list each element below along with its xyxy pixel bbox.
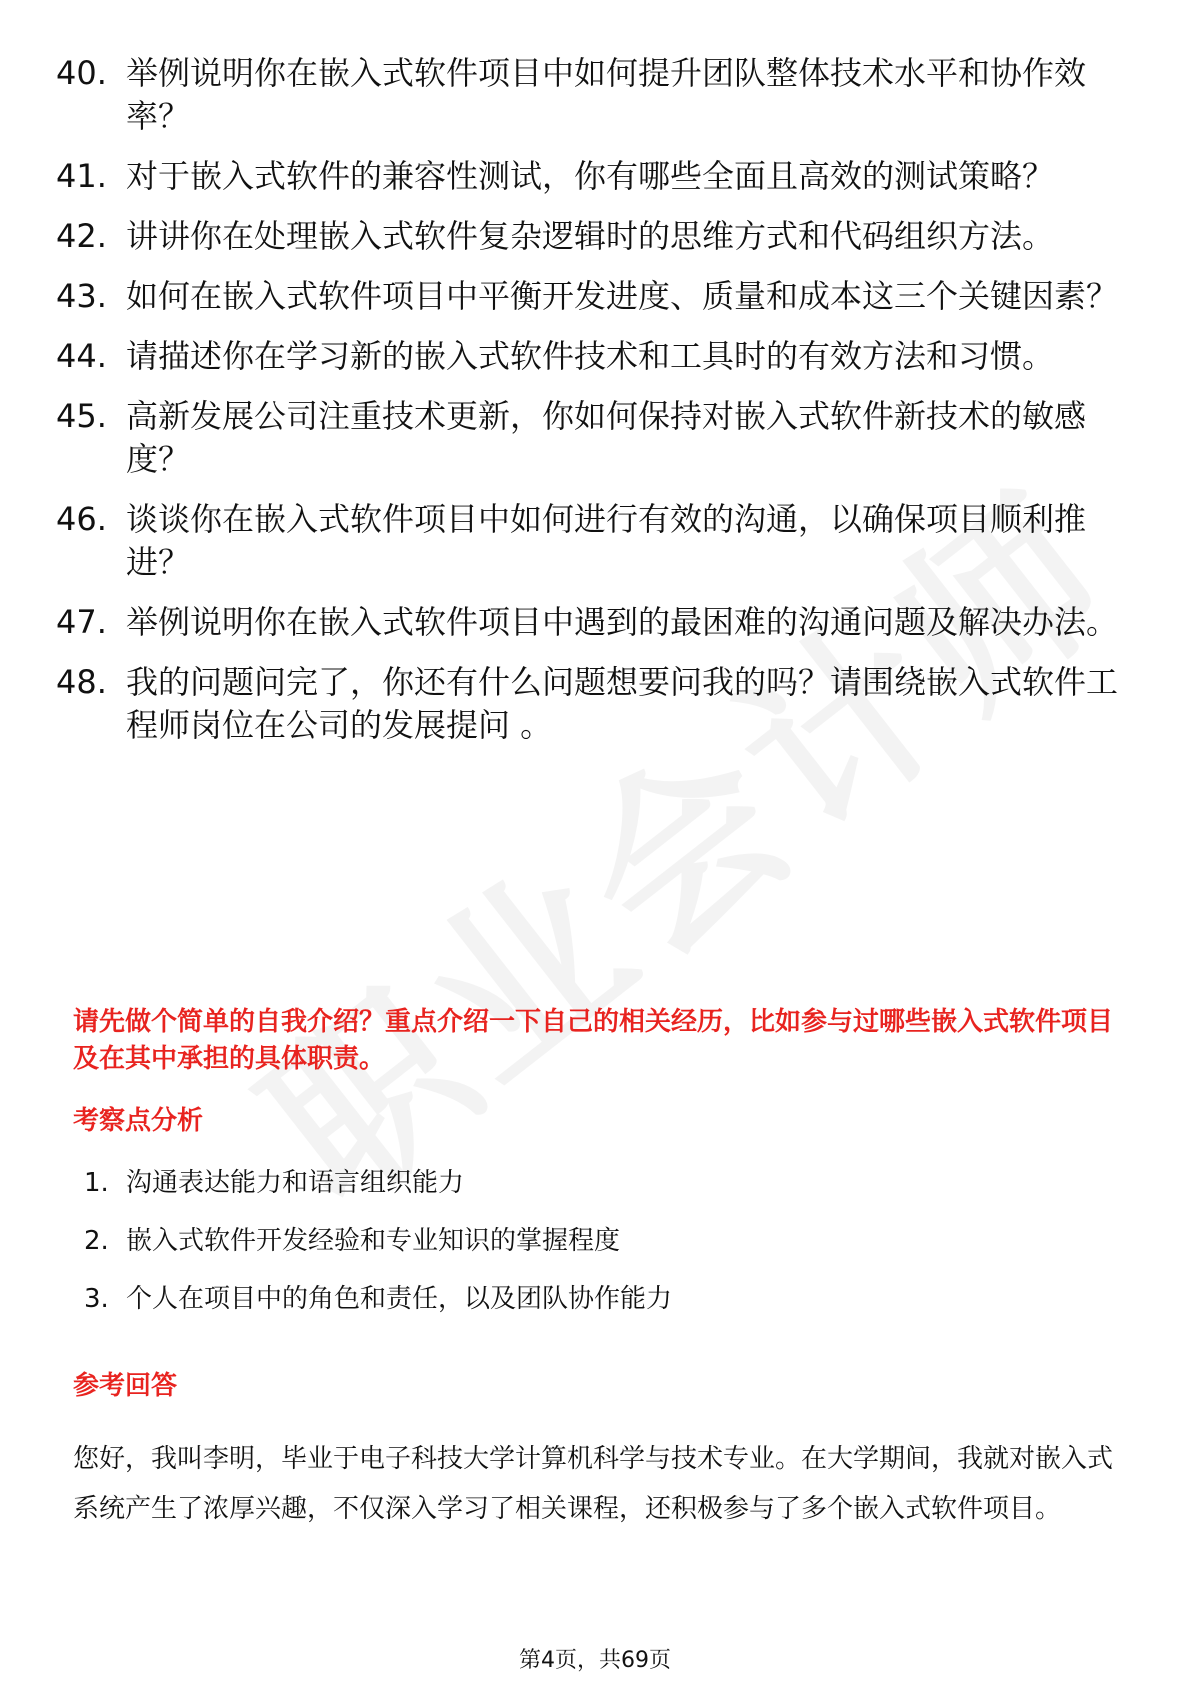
question-number: 43. bbox=[56, 277, 107, 315]
question-number: 48. bbox=[56, 663, 107, 701]
question-text: 举例说明你在嵌入式软件项目中如何提升团队整体技术水平和协作效率？ bbox=[126, 54, 1087, 135]
question-item bbox=[56, 395, 1136, 481]
question-text: 请描述你在学习新的嵌入式软件技术和工具时的有效方法和习惯。 bbox=[126, 337, 1055, 375]
question-item bbox=[56, 275, 1136, 318]
question-text: 举例说明你在嵌入式软件项目中遇到的最困难的沟通问题及解决办法。 bbox=[126, 603, 1119, 641]
question-text: 对于嵌入式软件的兼容性测试，你有哪些全面且高效的测试策略？ bbox=[126, 157, 1055, 195]
reference-heading: 参考回答 bbox=[73, 1371, 178, 1401]
analysis-heading: 考察点分析 bbox=[73, 1106, 204, 1136]
analysis-point bbox=[84, 1281, 672, 1317]
reference-answer: 您好，我叫李明，毕业于电子科技大学计算机科学与技术专业。在大学期间，我就对嵌入式系统产生了浓厚兴趣，不仅深入学习了相关课程，还积极参与了多个嵌入式软件项目。 bbox=[73, 1444, 1114, 1524]
question-number: 45. bbox=[56, 397, 107, 435]
question-text: 如何在嵌入式软件项目中平衡开发进度、质量和成本这三个关键因素？ bbox=[126, 277, 1119, 315]
question-number: 44. bbox=[56, 337, 107, 375]
analysis-points bbox=[84, 1165, 672, 1339]
highlighted-question: 请先做个简单的自我介绍？重点介绍一下自己的相关经历，比如参与过哪些嵌入式软件项目及在其中承担的具体职责。 bbox=[73, 1007, 1114, 1074]
page-footer: 第4页，共69页 bbox=[519, 1648, 671, 1673]
question-number: 42. bbox=[56, 217, 107, 255]
question-item bbox=[56, 498, 1136, 584]
point-number: 2. bbox=[84, 1226, 109, 1256]
analysis-point bbox=[84, 1223, 672, 1259]
point-number: 1. bbox=[84, 1168, 109, 1198]
question-text: 讲讲你在处理嵌入式软件复杂逻辑时的思维方式和代码组织方法。 bbox=[126, 217, 1055, 255]
question-number: 40. bbox=[56, 54, 107, 92]
question-item bbox=[56, 215, 1136, 258]
question-text: 高新发展公司注重技术更新，你如何保持对嵌入式软件新技术的敏感度？ bbox=[126, 397, 1087, 478]
point-text: 嵌入式软件开发经验和专业知识的掌握程度 bbox=[126, 1226, 621, 1256]
question-list bbox=[56, 52, 1136, 764]
question-text: 我的问题问完了，你还有什么问题想要问我的吗？请围绕嵌入式软件工程师岗位在公司的发展提问 。 bbox=[126, 663, 1119, 744]
question-text: 谈谈你在嵌入式软件项目中如何进行有效的沟通，以确保项目顺利推进？ bbox=[126, 500, 1087, 581]
question-item bbox=[56, 155, 1136, 198]
question-number: 47. bbox=[56, 603, 107, 641]
analysis-point bbox=[84, 1165, 672, 1201]
question-item bbox=[56, 601, 1136, 644]
point-text: 个人在项目中的角色和责任，以及团队协作能力 bbox=[126, 1284, 673, 1314]
point-number: 3. bbox=[84, 1284, 109, 1314]
point-text: 沟通表达能力和语言组织能力 bbox=[126, 1168, 465, 1198]
question-item bbox=[56, 335, 1136, 378]
question-item bbox=[56, 52, 1136, 138]
question-item bbox=[56, 661, 1136, 747]
question-number: 46. bbox=[56, 500, 107, 538]
question-number: 41. bbox=[56, 157, 107, 195]
